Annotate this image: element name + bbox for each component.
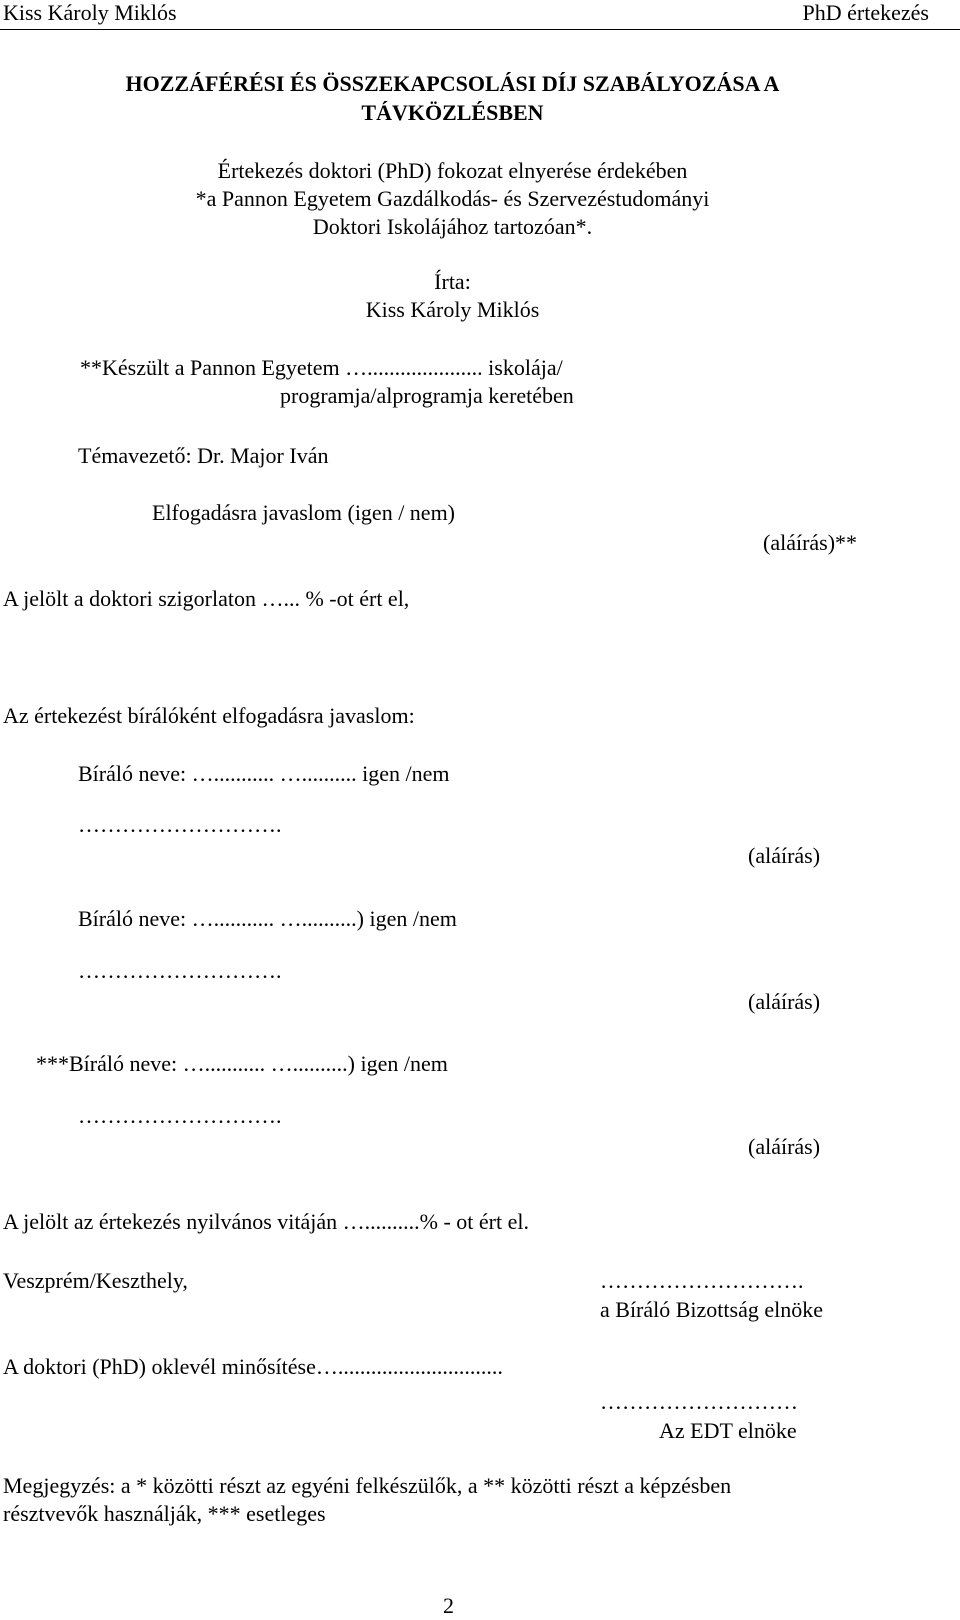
header-divider: [0, 29, 960, 30]
reviewer-3-signature-line: ……………………….: [78, 1103, 282, 1128]
reviewer-3-signature: (aláírás): [748, 1134, 821, 1159]
thesis-title-line-1: HOZZÁFÉRÉSI ÉS ÖSSZEKAPCSOLÁSI DÍJ SZABÁLYOZÁSA A: [125, 71, 780, 96]
committee-chair-role: a Bíráló Bizottság elnöke: [600, 1297, 823, 1322]
diploma-qualification: A doktori (PhD) oklevél minősítése…..............................: [3, 1354, 503, 1379]
supervisor-proposal: Elfogadásra javaslom (igen / nem): [152, 500, 456, 525]
reviewer-2-signature-line: ……………………….: [78, 958, 282, 983]
reviewer-1-signature-line: ……………………….: [78, 812, 282, 837]
exam-result: A jelölt a doktori szigorlaton …... % -ot ért el,: [3, 586, 410, 611]
page-number: 2: [443, 1593, 454, 1618]
committee-chair-signature-line: ……………………….: [600, 1268, 804, 1293]
intro-line-3: Doktori Iskolájához tartozóan*.: [312, 214, 593, 239]
reviewer-2-name: Bíráló neve: …........... …..........) igen /nem: [78, 906, 457, 931]
header-doc-type: PhD értekezés: [802, 0, 929, 25]
program-line-1: **Készült a Pannon Egyetem …..................... iskolája/: [80, 355, 563, 380]
thesis-title-line-2: TÁVKÖZLÉSBEN: [361, 100, 544, 125]
defense-result: A jelölt az értekezés nyilvános vitáján …..........% - ot ért el.: [3, 1209, 530, 1234]
reviewers-heading: Az értekezést bírálóként elfogadásra javaslom:: [3, 703, 415, 728]
reviewer-2-signature: (aláírás): [748, 989, 821, 1014]
note-line-1: Megjegyzés: a * közötti részt az egyéni felkészülők, a ** közötti részt a képzésben: [3, 1473, 732, 1498]
intro-line-1: Értekezés doktori (PhD) fokozat elnyerése érdekében: [217, 158, 688, 183]
reviewer-1-signature: (aláírás): [748, 843, 821, 868]
reviewer-1-name: Bíráló neve: …........... ….......... igen /nem: [78, 761, 450, 786]
header-author: Kiss Károly Miklós: [3, 0, 177, 25]
place-label: Veszprém/Keszthely,: [3, 1268, 188, 1293]
author-label: Írta:: [434, 269, 471, 294]
reviewer-3-name: ***Bíráló neve: …........... …..........) igen /nem: [36, 1051, 448, 1076]
intro-line-2: *a Pannon Egyetem Gazdálkodás- és Szervezéstudományi: [195, 186, 710, 211]
author-name: Kiss Károly Miklós: [365, 297, 540, 322]
edt-chair-signature-line: ………………………: [600, 1389, 798, 1414]
program-line-2: programja/alprogramja keretében: [280, 383, 574, 408]
edt-chair-role: Az EDT elnöke: [659, 1418, 797, 1443]
supervisor-label: Témavezető: Dr. Major Iván: [78, 443, 329, 468]
note-line-2: résztvevők használják, *** esetleges: [3, 1501, 326, 1526]
supervisor-signature: (aláírás)**: [763, 530, 858, 555]
